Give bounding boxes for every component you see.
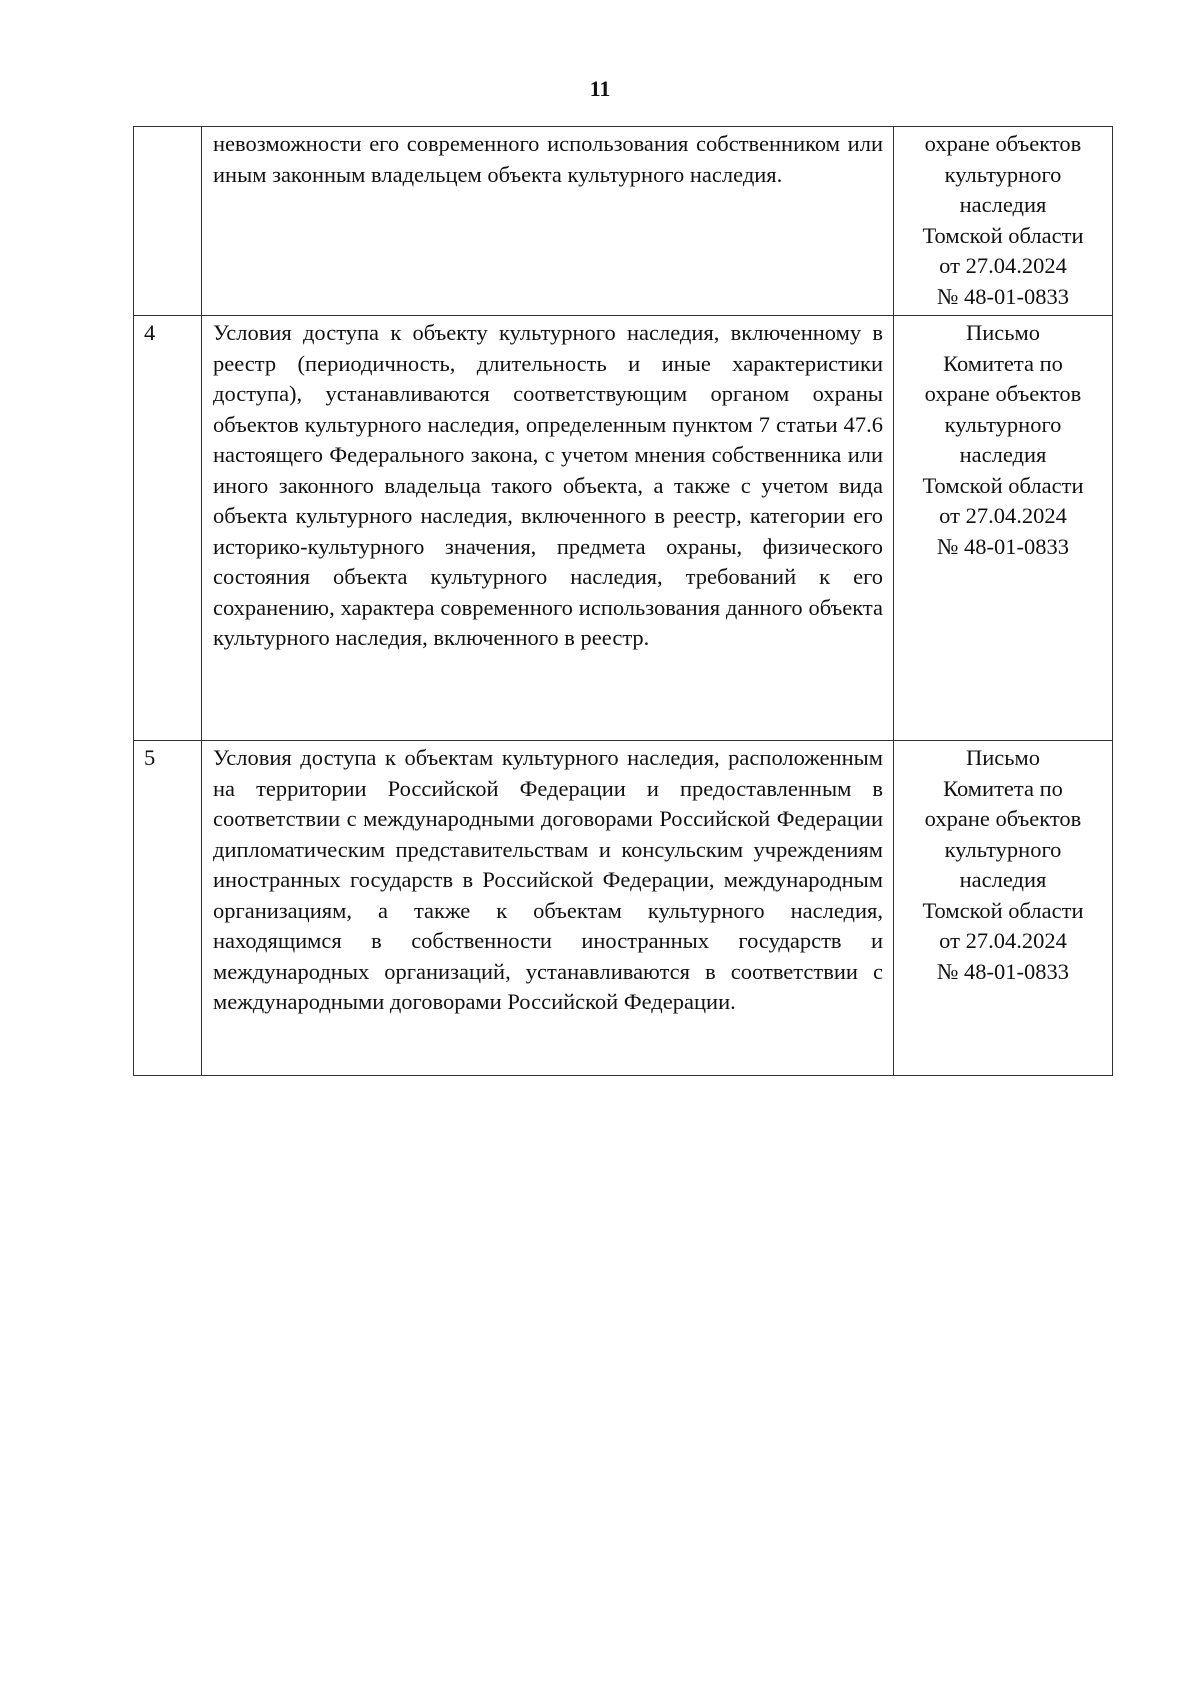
source-line: № 48-01-0833 xyxy=(936,283,1070,309)
row-text-cell: невозможности его современного использования собственником или иным законным владельцем объекта культурного наследия. xyxy=(202,127,894,316)
source-line: культурного xyxy=(944,161,1062,187)
source-line: наследия xyxy=(959,442,1047,467)
source-line: культурного xyxy=(944,836,1062,862)
source-line: охране объектов xyxy=(924,131,1082,156)
row-number-cell: 5 xyxy=(134,741,202,1076)
source-line: Письмо xyxy=(965,320,1041,345)
row-source-cell xyxy=(894,316,1113,741)
source-line: № 48-01-0833 xyxy=(936,958,1070,984)
source-line: от 27.04.2024 xyxy=(939,253,1067,278)
row-text-cell: Условия доступа к объекту культурного наследия, включенному в реестр (периодичность, длительность и иные характеристики доступа), устанавливаются соответствующим органом охраны объектов культурного наследия, определенным пунктом 7 статьи 47.6 настоящего Федерального закона, с учетом мнения собственника или иного законного владельца такого объекта, а также с учетом вида объекта культурного наследия, включенного в реестр, категории его историко-культурного значения, предмета охраны, физического состояния объекта культурного наследия, требований к его сохранению, характера современного использования данного объекта культурного наследия, включенного в реестр. xyxy=(202,316,894,741)
source-line: от 27.04.2024 xyxy=(939,503,1067,528)
row-text-cell: Условия доступа к объектам культурного наследия, расположенным на территории Российской Федерации и предоставленным в соответствии с международными договорами Российской Федерации дипломатическим представительствам и консульским учреждениям иностранных государств в Российской Федерации, международным организациям, а также к объектам культурного наследия, находящимся в собственности иностранных государств и международных организаций, устанавливаются в соответствии с международными договорами Российской Федерации. xyxy=(202,741,894,1076)
source-line: охране объектов xyxy=(924,381,1082,406)
source-line: № 48-01-0833 xyxy=(936,533,1070,559)
source-line: наследия xyxy=(959,867,1047,892)
document-table xyxy=(133,126,1113,1076)
table-row xyxy=(134,316,1113,741)
source-line: Томской области xyxy=(922,897,1084,923)
source-line: Томской области xyxy=(922,472,1084,498)
source-line: от 27.04.2024 xyxy=(939,928,1067,953)
source-line: Комитета по xyxy=(943,350,1063,376)
source-line: Томской области xyxy=(922,222,1084,248)
table-row xyxy=(134,741,1113,1076)
page-number: 11 xyxy=(589,76,611,101)
row-source-cell xyxy=(894,741,1113,1076)
row-number-cell: 4 xyxy=(134,316,202,741)
source-line: наследия xyxy=(959,192,1047,217)
source-line: Комитета по xyxy=(943,775,1063,801)
source-line: охране объектов xyxy=(924,806,1082,831)
source-line: Письмо xyxy=(965,745,1041,770)
source-line: культурного xyxy=(944,411,1062,437)
table-row xyxy=(134,127,1113,316)
row-number-cell xyxy=(134,127,202,316)
row-source-cell xyxy=(894,127,1113,316)
